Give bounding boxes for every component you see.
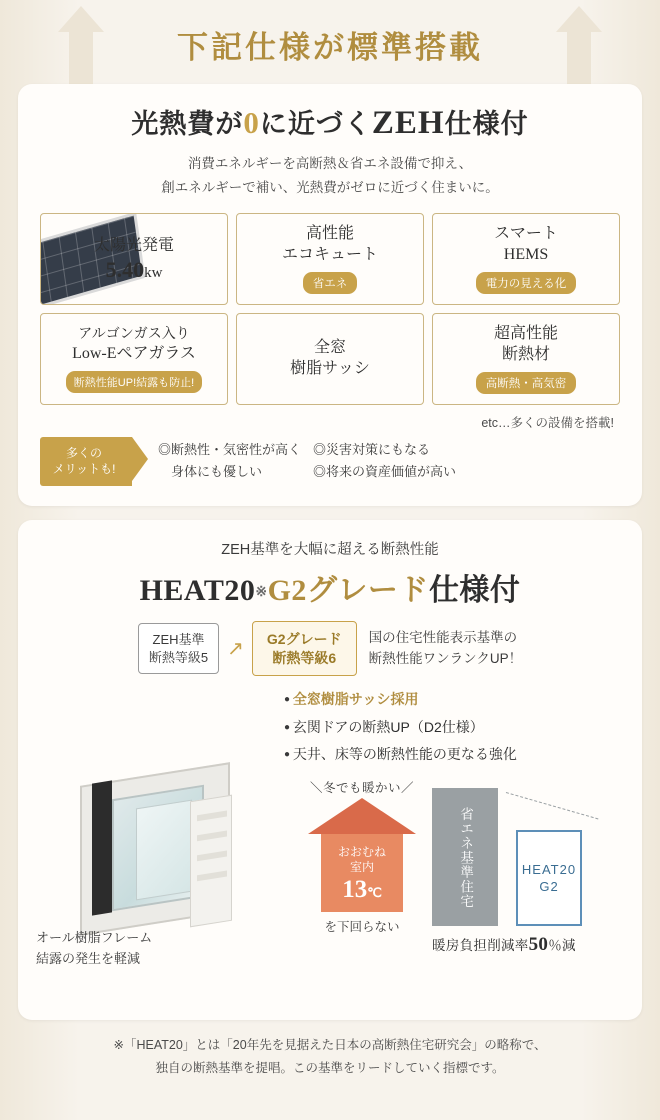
zeh-lead-line1: 消費エネルギーを高断熱＆省エネ設備で抑え、 [187,156,473,171]
bar-heat20-label1: HEAT20 [521,861,577,877]
bar-heat20-g2 [516,830,582,926]
feature-ecocute-title1: 高性能 [305,225,354,243]
grade-note-line1: 国の住宅性能表示基準の [368,630,518,646]
chart-caption-post: ％減 [548,938,576,954]
merit-list [158,439,626,483]
grade-zeh-line1: ZEH基準 [152,631,205,647]
chart-caption-value: 50 [528,934,549,956]
indoor-temperature-illustration [306,778,418,935]
bullet-3: ● 天井、床等の断熱性能の更なる強化 [284,741,626,768]
feature-solar-title: 太陽光発電 [93,236,174,254]
zeh-lead-line2: 創エネルギーで補い、光熱費がゼロに近づく住まいに。 [161,179,499,195]
zeh-heading-zero: 0 [243,105,260,140]
footnote-line2: 独自の断熱基準を提唱。この基準をリードしていく指標です。 [155,1060,505,1075]
zeh-section [18,84,642,506]
heat20-heading [34,565,626,609]
zeh-lead [34,152,626,199]
header [0,0,660,84]
chart-bars [432,788,660,926]
feature-resin-sash [236,313,424,405]
house-temp-value: 13 [342,875,368,903]
merit-row [34,437,626,485]
zeh-heading-zeh: ZEH [371,105,445,141]
feature-insulation-tag: 高断熱・高気密 [476,372,577,394]
bar-standard-house: 省エネ基準住宅 [432,788,498,926]
grade-note-line2: 断熱性能ワンランクUP！ [368,650,523,666]
heat20-bullets [284,686,626,768]
merit-flag [40,437,132,485]
warm-label: ＼冬でも暖かい／ [309,781,414,796]
merit-item-1a: ◎断熱性・気密性が高く [158,442,302,458]
heat20-heading-grade: グレード [306,573,429,607]
feature-sash-title1: 全窓 [313,339,346,357]
heat20-heading-main: HEAT20 [139,573,256,607]
grade-g2 [252,621,357,677]
window-frame-illustration [40,774,250,934]
heat20-lead: ZEH基準を大幅に超える断熱性能 [221,541,439,558]
feature-grid [40,213,620,405]
feature-lowe-tag: 断熱性能UP!結露も防止! [66,371,202,393]
chart-caption [432,934,660,956]
house-foot-note: を下回らない [324,920,400,935]
feature-insulation-title1: 超高性能 [493,325,558,343]
feature-insulation [432,313,620,405]
feature-solar-number: 5.40 [105,256,145,282]
feature-lowe-title1: アルゴンガス入り [78,326,190,342]
house-temperature [342,877,382,902]
feature-sash-title2: 樹脂サッシ [290,360,370,378]
grade-comparison [34,621,626,677]
footnote [22,1034,638,1079]
grade-note [369,628,522,669]
feature-ecocute-title2: エコキュート [281,246,378,264]
grade-zeh [138,623,219,674]
merit-flag-line1: 多くの [65,446,102,461]
house-line2: 室内 [349,859,374,874]
house-temp-unit: ℃ [367,884,382,900]
bullet-1: ● 全窓樹脂サッシ採用 [284,686,626,713]
merit-item-2b: ◎将来の資産価値が高い [313,464,457,480]
window-caption-line1: オール樹脂フレーム [36,930,153,946]
merit-col-1 [158,439,313,483]
curved-arrow-icon: ↗ [227,638,244,661]
feature-solar-value [106,257,163,283]
feature-hems-title2: HEMS [503,246,549,264]
grade-g2-line1: G2グレード [266,630,342,647]
heat20-heading-asterisk: ※ [255,584,268,600]
heat20-heading-suffix: 仕様付 [428,573,521,607]
merit-col-2 [313,439,468,483]
page-title: 下記仕様が標準搭載 [177,30,483,65]
bar-heat20-label2: G2 [539,879,559,895]
feature-hems-title1: スマート [494,225,558,243]
feature-hems-tag: 電力の見える化 [476,272,577,294]
feature-ecocute-tag: 省エネ [303,272,358,294]
etc-note: etc…多くの設備を搭載! [481,416,614,431]
window-caption-line2: 結露の発生を軽減 [36,951,141,967]
heating-load-chart [432,788,660,956]
grade-g2-line2: 断熱等級6 [272,649,337,666]
footnote-line1: ※「HEAT20」とは「20年先を見据えた日本の高断熱住宅研究会」の略称で、 [113,1038,547,1053]
feature-hems [432,213,620,305]
house-icon [308,798,416,912]
feature-ecocute [236,213,424,305]
zeh-heading-pre: 光熱費が [131,109,244,139]
chart-caption-pre: 暖房負担削減率 [432,938,529,954]
grade-zeh-line2: 断熱等級5 [148,649,209,665]
heat20-section [18,520,642,1021]
house-line1: おおむね [337,844,386,859]
heat20-illustrations [34,770,626,1000]
window-caption [36,928,226,970]
feature-lowe-glass [40,313,228,405]
bullet-2: ● 玄関ドアの断熱UP（D2仕様） [284,714,626,741]
merit-flag-line2: メリットも! [52,462,116,477]
merit-item-2a: ◎災害対策にもなる [313,442,431,458]
feature-solar [40,213,228,305]
feature-solar-unit: kw [144,264,163,281]
feature-lowe-title2: Low-Eペアガラス [72,344,196,362]
zeh-heading [34,102,626,142]
zeh-heading-post: 仕様付 [444,109,529,139]
zeh-heading-mid: に近づく [259,109,372,139]
merit-item-1b: 身体にも優しい [158,464,263,480]
heat20-heading-g2: G2 [267,573,307,607]
feature-insulation-title2: 断熱材 [501,346,550,364]
